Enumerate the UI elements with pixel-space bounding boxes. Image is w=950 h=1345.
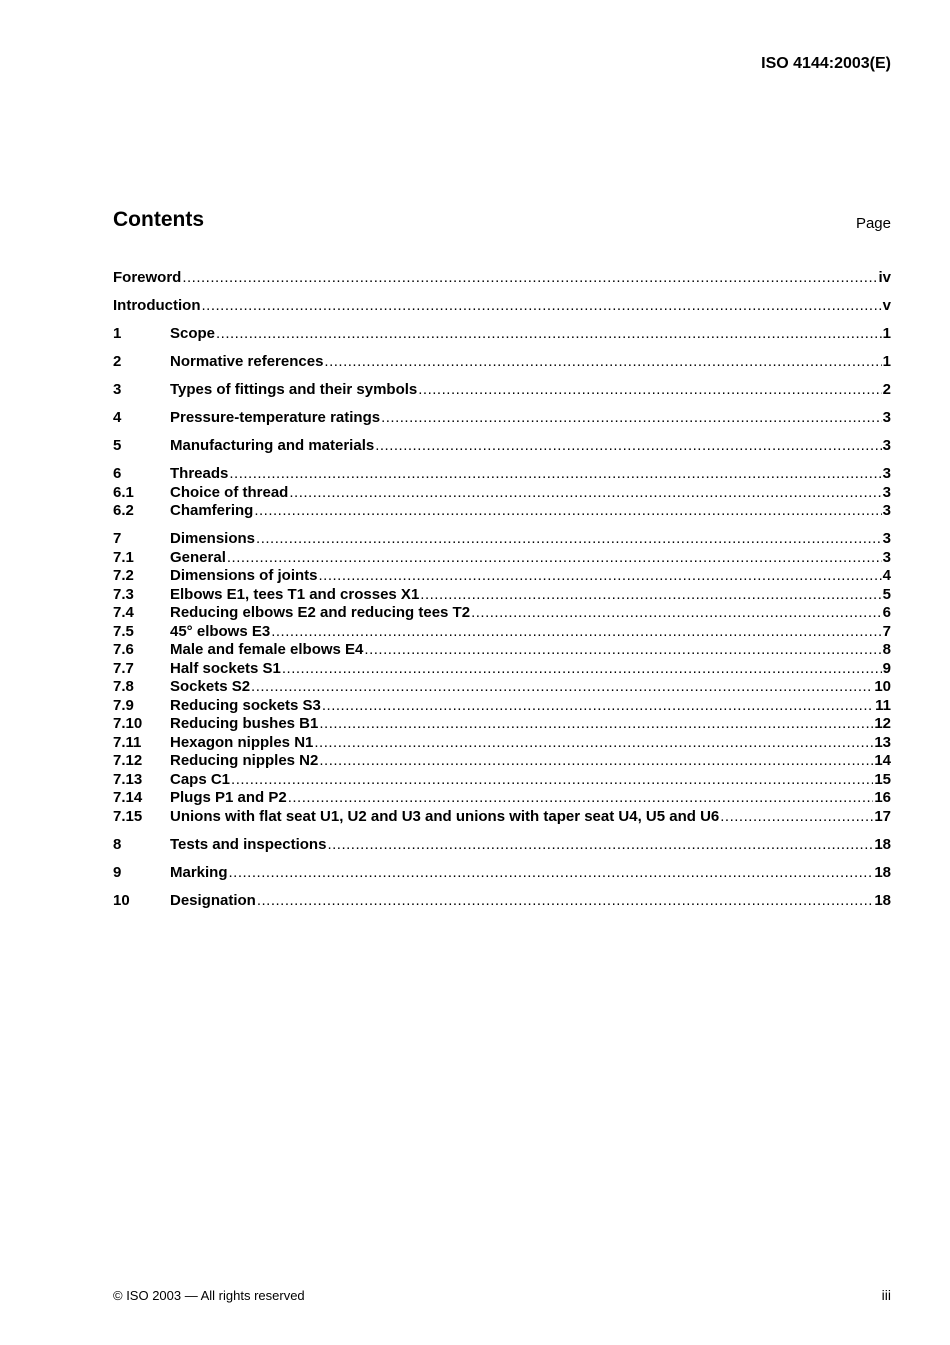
toc-entry-title: Reducing nipples N2 [170,752,319,769]
toc-entry-page: 6 [882,604,891,621]
toc-dot-leader [319,752,873,771]
toc-entry-page: 12 [874,715,891,732]
toc-dot-leader [418,381,881,400]
toc-entry-page: 3 [882,530,891,547]
toc-entry[interactable] [113,353,891,372]
toc-entry-number: 7.2 [113,567,134,584]
toc-dot-leader [364,641,881,660]
toc-dot-leader [289,484,881,503]
toc-entry-title: Reducing elbows E2 and reducing tees T2 [170,604,471,621]
toc-entry-title: Threads [170,465,229,482]
toc-entry-number: 3 [113,381,122,398]
toc-entry-number: 7.4 [113,604,134,621]
toc-entry-page: 7 [882,622,891,640]
toc-entry[interactable] [113,715,891,734]
toc-entry-page: 4 [882,567,891,584]
toc-dot-leader [216,325,882,344]
toc-entry-number: 8 [113,835,122,853]
toc-entry[interactable] [113,297,891,316]
standard-identifier: ISO 4144:2003(E) [761,55,891,72]
toc-entry-title: Choice of thread [170,483,289,501]
toc-dot-leader [256,530,882,549]
toc-entry-page: iv [878,269,891,286]
toc-entry-page: 11 [875,696,891,714]
toc-dot-leader [227,549,882,568]
toc-entry-title: Sockets S2 [170,678,251,695]
toc-entry[interactable] [113,697,891,716]
toc-entry-title: 45° elbows E3 [170,622,271,640]
toc-entry-number: 7.3 [113,585,134,603]
toc-entry-page: 18 [874,835,891,853]
toc-entry-number: 7.1 [113,548,134,566]
toc-entry-number: 4 [113,409,122,426]
toc-entry[interactable] [113,465,891,484]
toc-dot-leader [314,734,873,753]
toc-dot-leader [324,353,881,372]
toc-dot-leader [322,697,874,716]
toc-entry-page: 18 [874,863,891,881]
toc-entry[interactable] [113,530,891,549]
toc-entry-number: 7.15 [113,807,143,825]
toc-entry-page: 3 [882,502,891,519]
toc-entry[interactable] [113,269,891,288]
toc-entry-page: 14 [874,752,891,769]
toc-entry-title: Reducing bushes B1 [170,715,319,732]
toc-entry[interactable] [113,734,891,753]
toc-entry-page: 8 [882,641,891,658]
toc-entry-page: 16 [874,789,891,806]
toc-entry[interactable] [113,864,891,883]
toc-entry-title: Dimensions [170,530,256,547]
page-column-label: Page [855,215,891,232]
toc-entry-title: Introduction [113,297,201,314]
toc-entry-page: 3 [882,548,891,566]
toc-entry-page: 2 [882,381,891,398]
toc-entry[interactable] [113,484,891,503]
toc-entry-page: 10 [874,678,891,695]
toc-entry-number: 7.8 [113,678,134,695]
toc-entry-page: 3 [882,409,891,426]
toc-entry-title: Male and female elbows E4 [170,641,364,658]
toc-entry-title: Half sockets S1 [170,659,281,677]
toc-entry-number: 7.13 [113,770,143,788]
table-of-contents [113,269,891,910]
toc-entry[interactable] [113,771,891,790]
toc-entry[interactable] [113,586,891,605]
toc-entry-title: Hexagon nipples N1 [170,733,314,751]
toc-entry-number: 6 [113,465,122,482]
toc-dot-leader [327,836,873,855]
toc-dot-leader [229,864,874,883]
toc-entry-number: 10 [113,891,130,909]
toc-dot-leader [182,269,877,288]
toc-entry-title: Plugs P1 and P2 [170,789,287,806]
page-number: iii [881,1287,891,1303]
toc-dot-leader [319,567,882,586]
toc-dot-leader [288,789,874,808]
toc-entry[interactable] [113,381,891,400]
toc-entry-page: 9 [882,659,891,677]
toc-entry-title: General [170,548,226,566]
toc-entry-title: Chamfering [170,502,254,519]
toc-dot-leader [251,678,873,697]
toc-dot-leader [375,437,881,456]
toc-dot-leader [257,892,873,911]
toc-entry-number: 9 [113,863,122,881]
toc-entry-page: 3 [882,483,891,501]
toc-entry[interactable] [113,808,891,827]
toc-entry-number: 6.1 [113,483,134,501]
toc-entry-title: Foreword [113,269,182,286]
toc-dot-leader [201,297,881,316]
toc-entry[interactable] [113,892,891,911]
toc-entry-title: Elbows E1, tees T1 and crosses X1 [170,585,420,603]
toc-entry[interactable] [113,567,891,586]
toc-dot-leader [231,771,873,790]
toc-entry-title: Types of fittings and their symbols [170,381,418,398]
toc-entry-page: 3 [882,437,891,454]
toc-dot-leader [319,715,873,734]
toc-dot-leader [282,660,882,679]
toc-entry-page: 3 [882,465,891,482]
toc-entry-title: Pressure-temperature ratings [170,409,381,426]
toc-entry-title: Caps C1 [170,770,231,788]
toc-entry-title: Marking [170,863,228,881]
toc-entry-title: Reducing sockets S3 [170,696,321,714]
toc-dot-leader [420,586,881,605]
toc-entry[interactable] [113,502,891,521]
toc-entry-page: 13 [874,733,891,751]
toc-entry-number: 7.7 [113,659,134,677]
toc-entry-number: 7.12 [113,752,143,769]
toc-dot-leader [254,502,881,521]
toc-entry-page: 1 [882,353,891,370]
toc-dot-leader [720,808,873,827]
toc-entry[interactable] [113,789,891,808]
toc-entry[interactable] [113,325,891,344]
copyright-notice: © ISO 2003 — All rights reserved [113,1288,305,1303]
toc-entry-title: Scope [170,325,216,342]
toc-entry-number: 7 [113,530,122,547]
toc-dot-leader [471,604,882,623]
toc-entry[interactable] [113,678,891,697]
toc-entry-number: 5 [113,437,122,454]
toc-entry-number: 7.11 [113,733,142,751]
toc-entry-page: 1 [882,325,891,342]
toc-entry[interactable] [113,836,891,855]
toc-entry-number: 7.6 [113,641,134,658]
toc-entry-number: 7.5 [113,622,134,640]
toc-entry-title: Manufacturing and materials [170,437,375,454]
toc-entry-number: 2 [113,353,122,370]
toc-entry[interactable] [113,752,891,771]
toc-dot-leader [381,409,882,428]
toc-entry-page: 15 [874,770,891,788]
toc-entry-number: 7.10 [113,715,143,732]
toc-dot-leader [271,623,881,642]
toc-entry-title: Tests and inspections [170,835,327,853]
toc-entry[interactable] [113,549,891,568]
toc-entry[interactable] [113,604,891,623]
toc-entry-number: 7.9 [113,696,134,714]
contents-heading: Contents [113,208,204,231]
toc-entry-page: 5 [882,585,891,603]
toc-entry[interactable] [113,437,891,456]
toc-entry[interactable] [113,623,891,642]
toc-entry-number: 6.2 [113,502,134,519]
toc-entry-number: 1 [113,325,122,342]
toc-entry-title: Unions with flat seat U1, U2 and U3 and unions with taper seat U4, U5 and U6 [170,807,720,825]
toc-entry-title: Dimensions of joints [170,567,318,584]
toc-entry[interactable] [113,641,891,660]
toc-entry-title: Designation [170,891,256,909]
toc-entry-number: 7.14 [113,789,143,806]
toc-entry-page: 18 [874,891,891,909]
toc-entry[interactable] [113,660,891,679]
toc-dot-leader [229,465,881,484]
toc-entry-page: v [882,297,891,314]
toc-entry-page: 17 [874,807,891,825]
toc-entry[interactable] [113,409,891,428]
toc-entry-title: Normative references [170,353,324,370]
